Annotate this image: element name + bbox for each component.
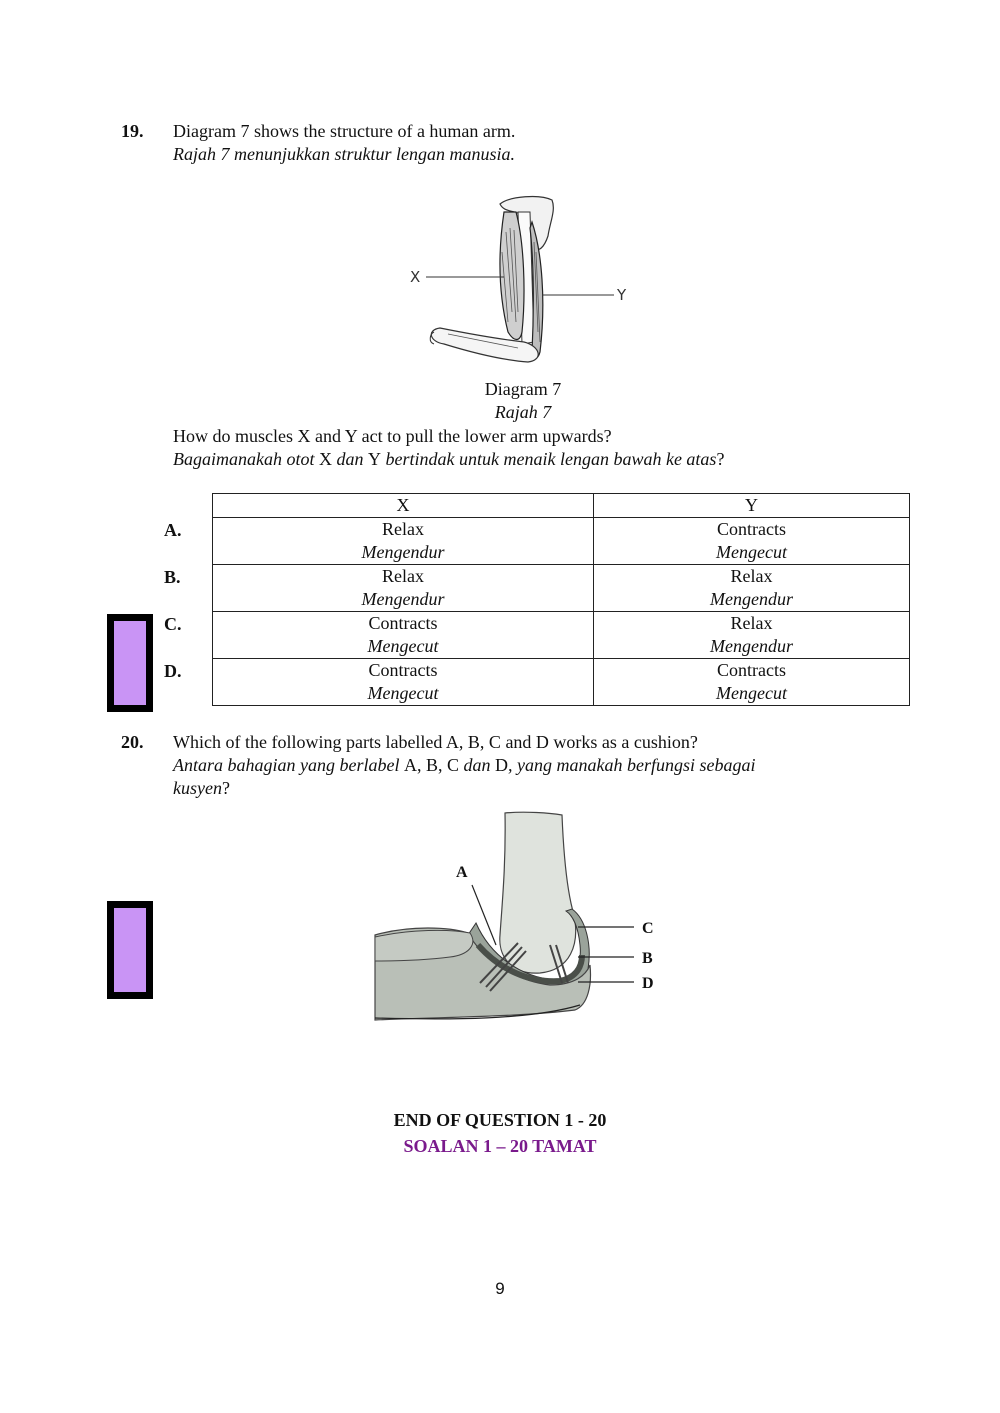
end-of-question-en: END OF QUESTION 1 - 20: [393, 1110, 607, 1130]
answer-box-q19[interactable]: [107, 614, 153, 712]
diagram-label-c: C: [642, 920, 654, 937]
diagram-label-y: Y: [617, 286, 627, 304]
cell-x: Contracts Mengecut: [213, 612, 594, 659]
column-header-y: Y: [594, 494, 910, 518]
diagram-label-x: X: [410, 268, 421, 286]
question-19-text-ms: Rajah 7 menunjukkan struktur lengan manusia.: [173, 144, 515, 164]
question-20-number: 20.: [121, 732, 144, 752]
table-row: [213, 518, 910, 565]
option-label-c: C.: [164, 614, 182, 634]
column-header-x: X: [213, 494, 594, 518]
option-label-b: B.: [164, 567, 181, 587]
cell-y: Relax Mengendur: [594, 612, 910, 659]
elbow-joint-diagram: [350, 805, 700, 1045]
end-of-question-ms: SOALAN 1 – 20 TAMAT: [403, 1136, 597, 1156]
diagram-7-caption-en: Diagram 7: [484, 379, 562, 399]
question-20-text-ms-line1: Antara bahagian yang berlabel A, B, C dan D, yang manakah berfungsi sebagai: [173, 755, 756, 775]
options-table: [212, 493, 910, 706]
page-number: 9: [495, 1279, 505, 1298]
cell-x: Contracts Mengecut: [213, 659, 594, 706]
diagram-label-a: A: [456, 864, 468, 881]
diagram-label-b: B: [642, 950, 653, 967]
answer-box-q20[interactable]: [107, 901, 153, 999]
question-19-text-en: Diagram 7 shows the structure of a human arm.: [173, 121, 516, 141]
diagram-7-caption-ms: Rajah 7: [494, 402, 552, 422]
table-header-row: [213, 494, 910, 518]
cell-x: Relax Mengendur: [213, 565, 594, 612]
cell-x: Relax Mengendur: [213, 518, 594, 565]
question-19-prompt-ms: Bagaimanakah otot X dan Y bertindak untuk menaik lengan bawah ke atas?: [173, 449, 725, 469]
table-row: [213, 659, 910, 706]
option-label-d: D.: [164, 661, 182, 681]
table-row: [213, 565, 910, 612]
question-20-text-en: Which of the following parts labelled A, B, C and D works as a cushion?: [173, 732, 698, 752]
question-19-prompt-en: How do muscles X and Y act to pull the lower arm upwards?: [173, 426, 612, 446]
arm-diagram: [400, 192, 640, 372]
diagram-label-d: D: [642, 975, 654, 992]
option-label-a: A.: [164, 520, 182, 540]
cell-y: Relax Mengendur: [594, 565, 910, 612]
cell-y: Contracts Mengecut: [594, 659, 910, 706]
table-row: [213, 612, 910, 659]
question-19-number: 19.: [121, 121, 144, 141]
cell-y: Contracts Mengecut: [594, 518, 910, 565]
question-20-text-ms-line2: kusyen?: [173, 778, 230, 798]
